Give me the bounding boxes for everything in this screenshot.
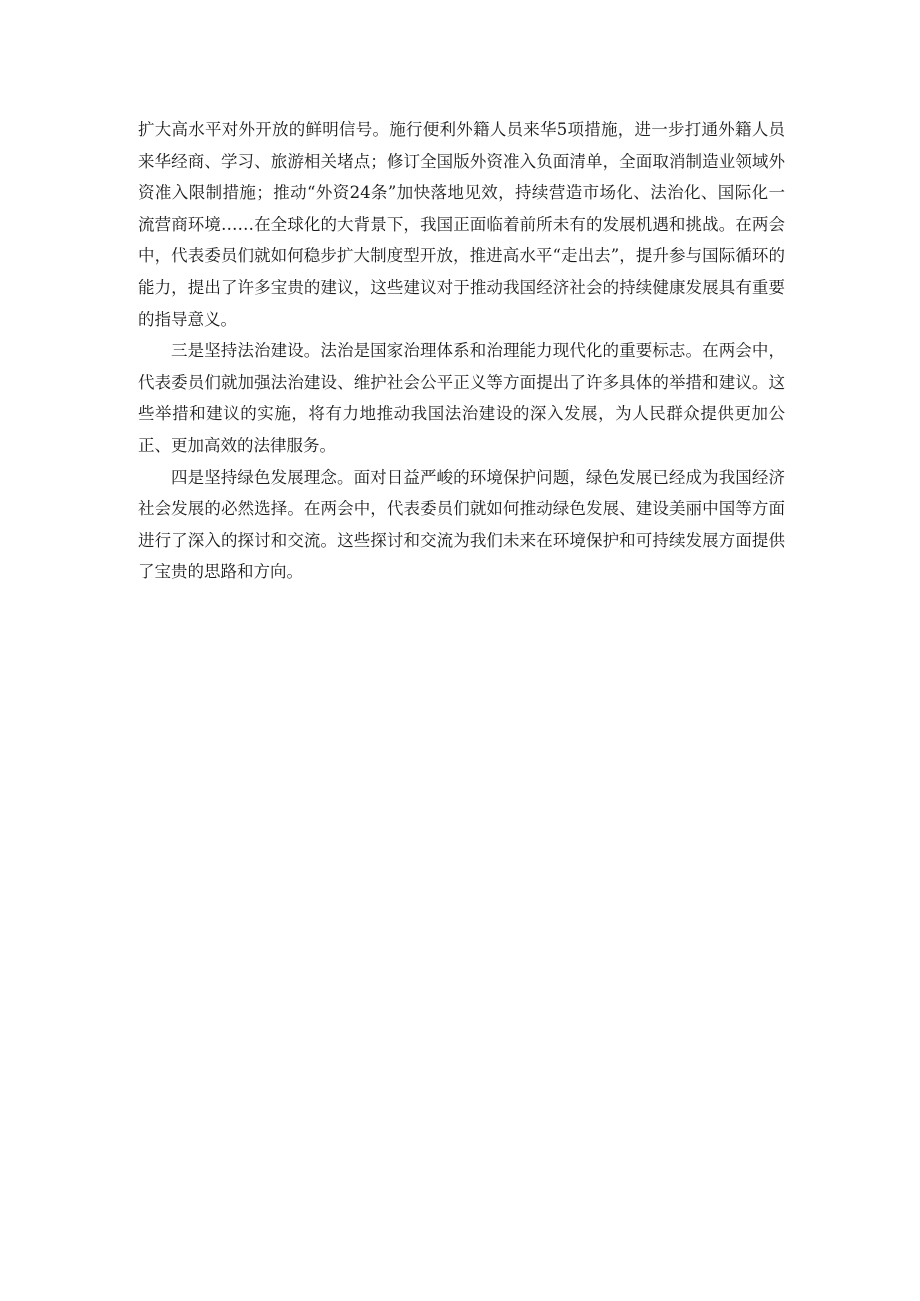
document-body (138, 114, 785, 588)
paragraph-rule-of-law: 三是坚持法治建设。法治是国家治理体系和治理能力现代化的重要标志。在两会中，代表委员们就加强法治建设、维护社会公平正义等方面提出了许多具体的举措和建议。这些举措和建议的实施，将有力地推动我国法治建设的深入发展，为人民群众提供更加公正、更加高效的法律服务。 (138, 341, 785, 455)
paragraph-green-development: 四是坚持绿色发展理念。面对日益严峻的环境保护问题，绿色发展已经成为我国经济社会发展的必然选择。在两会中，代表委员们就如何推动绿色发展、建设美丽中国等方面进行了深入的探讨和交流。这些探讨和交流为我们未来在环境保护和可持续发展方面提供了宝贵的思路和方向。 (138, 467, 785, 582)
paragraph-continuation: 扩大高水平对外开放的鲜明信号。施行便利外籍人员来华5项措施，进一步打通外籍人员来华经商、学习、旅游相关堵点；修订全国版外资准入负面清单，全面取消制造业领域外资准入限制措施；推动“外资24条”加快落地见效，持续营造市场化、法治化、国际化一流营商环境……在全球化的大背景下，我国正面临着前所未有的发展机遇和挑战。在两会中，代表委员们就如何稳步扩大制度型开放，推进高水平“走出去”，提升参与国际循环的能力，提出了许多宝贵的建议，这些建议对于推动我国经济社会的持续健康发展具有重要的指导意义。 (138, 120, 785, 329)
